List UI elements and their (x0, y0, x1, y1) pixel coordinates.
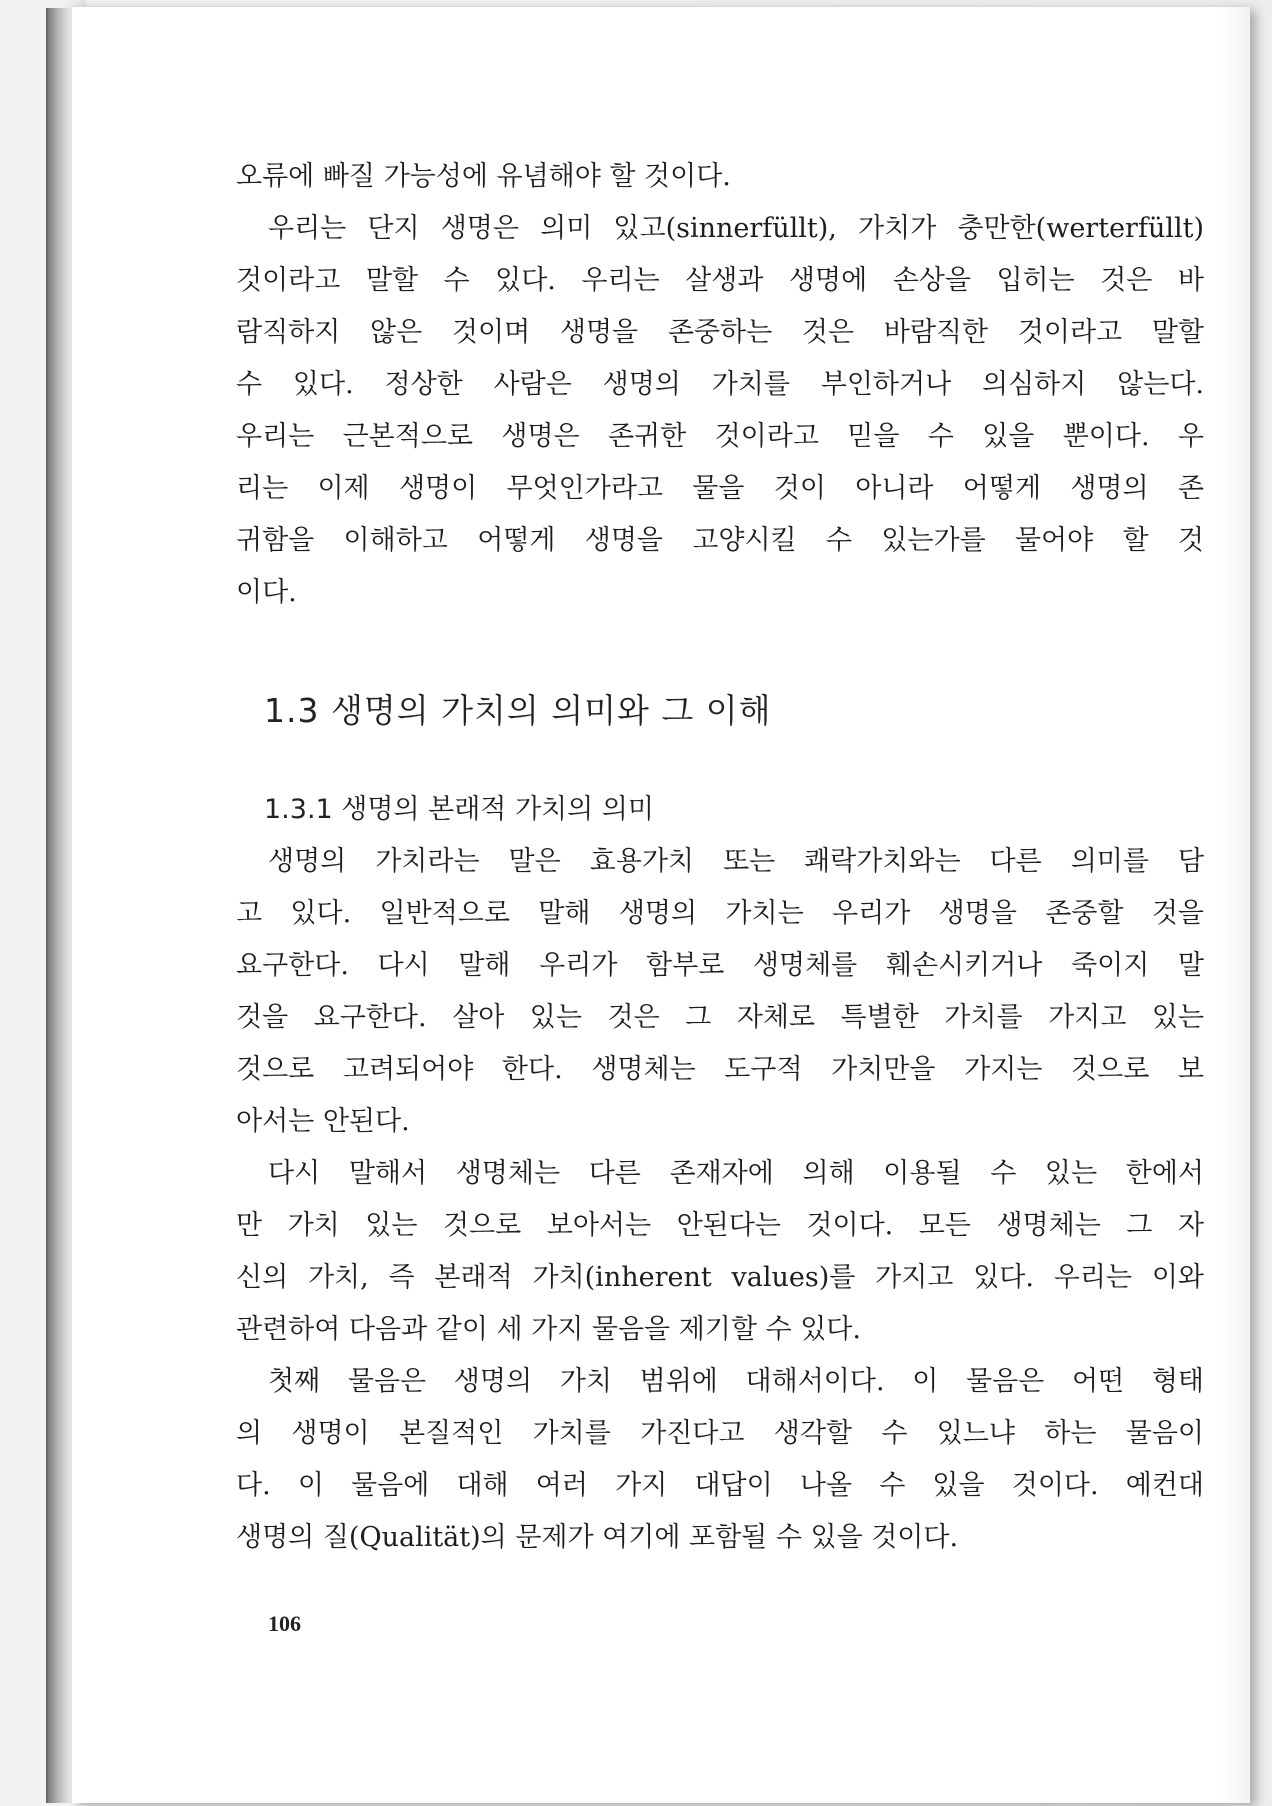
text-line-23: 생명의 질(Qualität)의 문제가 여기에 포함될 수 있을 것이다. (236, 1522, 959, 1553)
text-line-2: 우리는 단지 생명은 의미 있고(sinnerfüllt), 가치가 충만한(werterfüllt) (268, 213, 1204, 244)
text-line-6: 우리는 근본적으로 생명은 존귀한 것이라고 믿을 수 있을 뿐이다. 우 (236, 421, 1204, 452)
text-line-7: 리는 이제 생명이 무엇인가라고 물을 것이 아니라 어떻게 생명의 존 (236, 473, 1204, 504)
text-line-5: 수 있다. 정상한 사람은 생명의 가치를 부인하거나 의심하지 않는다. (236, 369, 1204, 400)
text-line-3: 것이라고 말할 수 있다. 우리는 살생과 생명에 손상을 입히는 것은 바 (236, 265, 1204, 296)
text-line-17: 만 가치 있는 것으로 보아서는 안된다는 것이다. 모든 생명체는 그 자 (236, 1210, 1204, 1241)
page-number: 106 (268, 1611, 301, 1636)
text-line-10: 생명의 가치라는 말은 효용가치 또는 쾌락가치와는 다른 의미를 담 (268, 846, 1204, 877)
book-page (72, 6, 1250, 1803)
text-line-19: 관련하여 다음과 같이 세 가지 물음을 제기할 수 있다. (236, 1314, 861, 1345)
text-line-20: 첫째 물음은 생명의 가치 범위에 대해서이다. 이 물음은 어떤 형태 (268, 1366, 1204, 1397)
text-line-15: 아서는 안된다. (236, 1106, 410, 1137)
subsection-heading: 1.3.1 생명의 본래적 가치의 의미 (264, 794, 654, 825)
section-heading: 1.3 생명의 가치의 의미와 그 이해 (264, 691, 772, 730)
text-line-16: 다시 말해서 생명체는 다른 존재자에 의해 이용될 수 있는 한에서 (268, 1158, 1204, 1189)
text-line-12: 요구한다. 다시 말해 우리가 함부로 생명체를 훼손시키거나 죽이지 말 (236, 950, 1204, 981)
text-line-14: 것으로 고려되어야 한다. 생명체는 도구적 가치만을 가지는 것으로 보 (236, 1054, 1204, 1085)
text-line-13: 것을 요구한다. 살아 있는 것은 그 자체로 특별한 가치를 가지고 있는 (236, 1002, 1204, 1033)
text-line-9: 이다. (236, 577, 297, 608)
text-line-8: 귀함을 이해하고 어떻게 생명을 고양시킬 수 있는가를 물어야 할 것 (236, 525, 1204, 556)
text-line-21: 의 생명이 본질적인 가치를 가진다고 생각할 수 있느냐 하는 물음이 (236, 1418, 1204, 1449)
text-line-1: 오류에 빠질 가능성에 유념해야 할 것이다. (236, 161, 731, 192)
text-line-18: 신의 가치, 즉 본래적 가치(inherent values)를 가지고 있다. 우리는 이와 (236, 1262, 1204, 1293)
text-line-4: 람직하지 않은 것이며 생명을 존중하는 것은 바람직한 것이라고 말할 (236, 317, 1204, 348)
text-line-22: 다. 이 물음에 대해 여러 가지 대답이 나올 수 있을 것이다. 예컨대 (236, 1470, 1204, 1501)
text-line-11: 고 있다. 일반적으로 말해 생명의 가치는 우리가 생명을 존중할 것을 (236, 898, 1204, 929)
